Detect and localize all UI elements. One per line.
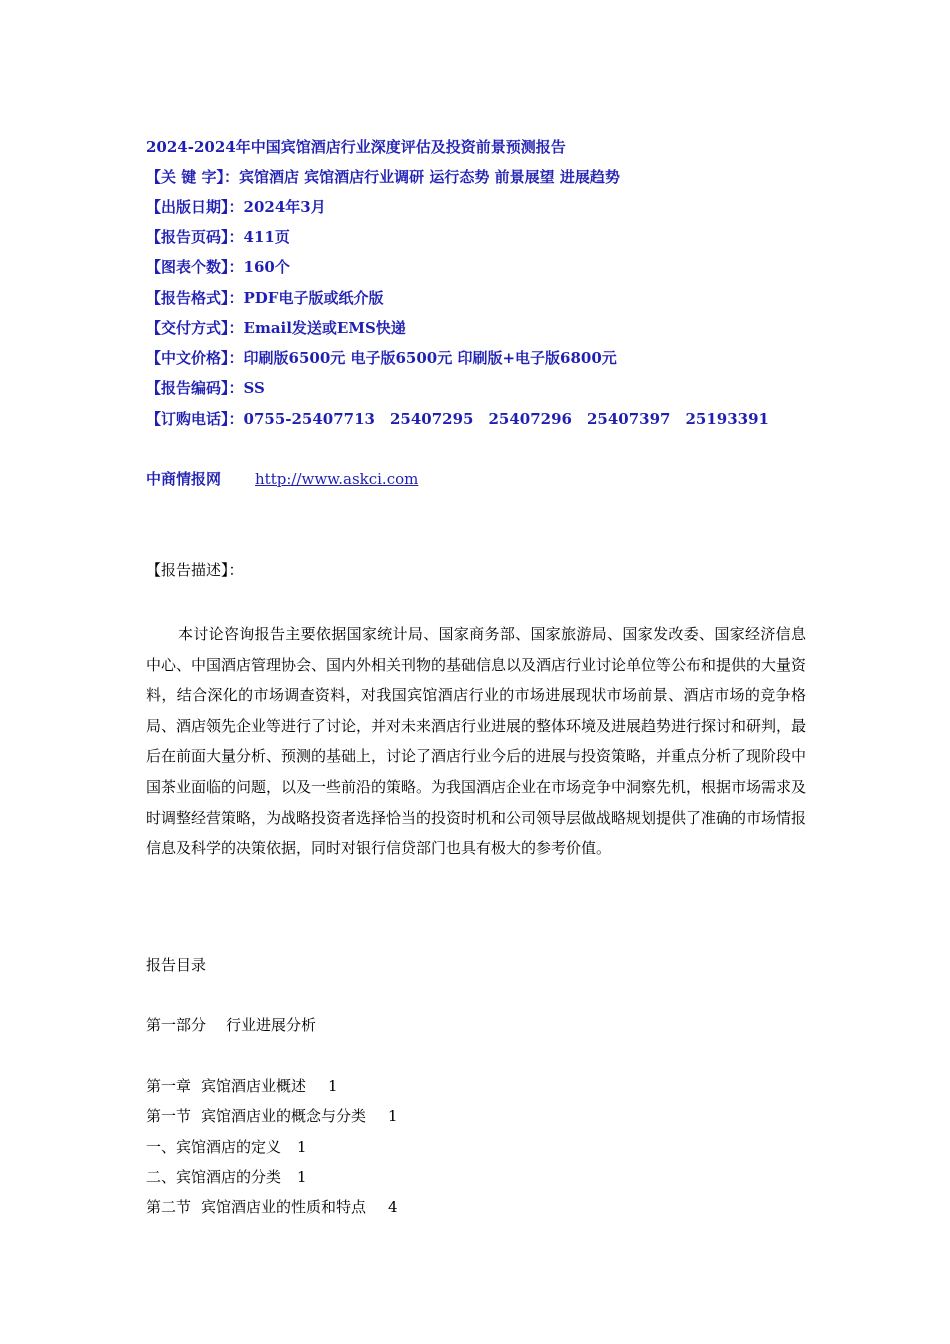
toc-entry-label: 第二节 [146,1198,192,1216]
toc-entry[interactable] [146,1137,307,1157]
meta-value: 411页 [243,228,290,246]
meta-label: 【出版日期】： [146,198,244,216]
meta-publish-date [146,197,326,217]
toc-entry[interactable] [146,1167,307,1187]
meta-value: 0755-25407713 25407295 25407296 25407397 25193391 [243,410,769,428]
toc-part-title: 行业进展分析 [226,1016,317,1034]
site-name: 中商情报网 [146,470,222,488]
toc-heading: 报告目录 [146,956,207,974]
meta-label: 【图表个数】： [146,258,244,276]
toc-entry[interactable] [146,1076,338,1096]
toc-entry-page: 1 [328,1077,338,1095]
meta-label: 【报告页码】： [146,228,244,246]
toc-entry[interactable] [146,1197,398,1217]
meta-value: 宾馆酒店 宾馆酒店行业调研 运行态势 前景展望 进展趋势 [238,168,620,186]
meta-price [146,348,617,368]
report-title: 2024-2024年中国宾馆酒店行业深度评估及投资前景预测报告 [146,138,566,156]
toc-entry-title: 宾馆酒店的分类 [176,1168,282,1186]
toc-entry-page: 1 [297,1138,307,1156]
toc-entry-title: 宾馆酒店业的概念与分类 [201,1107,367,1125]
meta-code [146,378,265,398]
meta-value: SS [243,379,265,397]
meta-phone [146,409,769,429]
meta-chart-count [146,257,290,277]
toc-entry-label: 第一章 [146,1077,192,1095]
toc-part-label: 第一部分 [146,1016,207,1034]
toc-part [146,1015,316,1035]
toc-entry-title: 宾馆酒店业的性质和特点 [201,1198,367,1216]
description-body: 本讨论咨询报告主要依据国家统计局、国家商务部、国家旅游局、国家发改委、国家经济信息中心、中国酒店管理协会、国内外相关刊物的基础信息以及酒店行业讨论单位等公布和提供的大量资料，结合深化的市场调查资料，对我国宾馆酒店行业的市场进展现状市场前景、酒店市场的竞争格局、酒店领先企业等进行了讨论，并对未来酒店行业进展的整体环境及进展趋势进行探讨和研判，最后在前面大量分析、预测的基础上，讨论了酒店行业今后的进展与投资策略，并重点分析了现阶段中国茶业面临的问题，以及一些前沿的策略。为我国酒店企业在市场竞争中洞察先机，根据市场需求及时调整经营策略，为战略投资者选择恰当的投资时机和公司领导层做战略规划提供了准确的市场情报信息及科学的决策依据，同时对银行信贷部门也具有极大的参考价值。 [146,625,807,858]
site-link[interactable]: http://www.askci.com [255,470,419,488]
meta-value: PDF电子版或纸介版 [243,289,384,307]
toc-entry-page: 4 [388,1198,398,1216]
description-heading: 【报告描述】： [146,561,244,579]
toc-entry-page: 1 [388,1107,398,1125]
toc-entry-label: 第一节 [146,1107,192,1125]
meta-label: 【订购电话】： [146,410,244,428]
meta-value: 160个 [243,258,290,276]
meta-label: 【报告编码】： [146,379,244,397]
meta-value: 印刷版6500元 电子版6500元 印刷版+电子版6800元 [243,349,617,367]
toc-entry-title: 宾馆酒店的定义 [176,1138,282,1156]
meta-format [146,288,383,308]
site-line [146,469,418,489]
meta-value: Email发送或EMS快递 [243,319,406,337]
toc-entry-label: 一、 [146,1138,177,1156]
meta-label: 【关 键 字】： [146,168,239,186]
meta-label: 【交付方式】： [146,319,244,337]
meta-delivery [146,318,406,338]
meta-value: 2024年3月 [243,198,326,216]
meta-page-count [146,227,290,247]
meta-label: 【中文价格】： [146,349,244,367]
toc-entry[interactable] [146,1106,398,1126]
meta-keywords [146,167,620,187]
meta-label: 【报告格式】： [146,289,244,307]
toc-entry-page: 1 [297,1168,307,1186]
toc-entry-title: 宾馆酒店业概述 [201,1077,307,1095]
toc-entry-label: 二、 [146,1168,177,1186]
